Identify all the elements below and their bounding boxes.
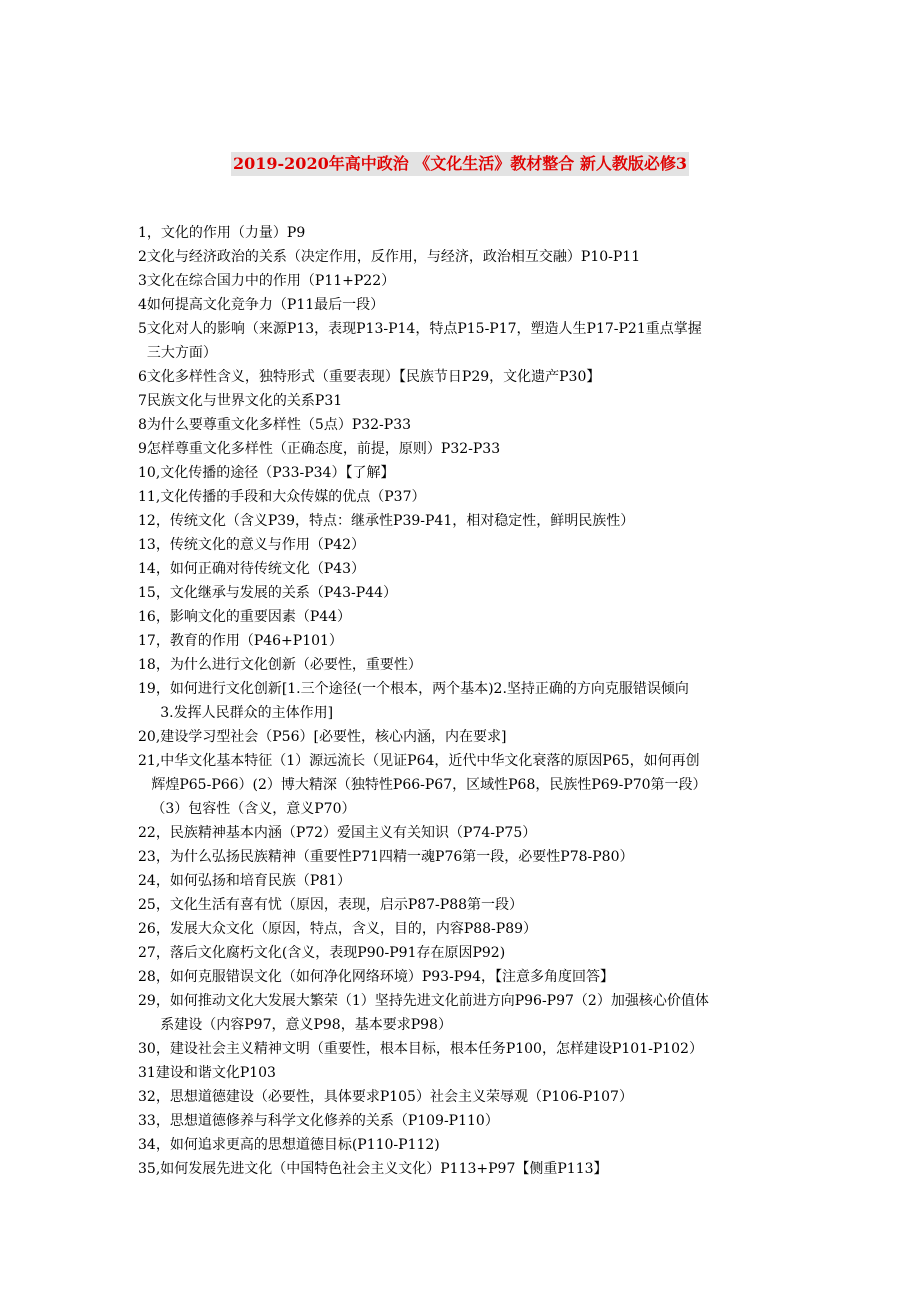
outline-item-text: 13，传统文化的意义与作用（P42） (138, 537, 366, 553)
outline-item (138, 677, 798, 725)
document-title: 2019-2020年高中政治 《文化生活》教材整合 新人教版必修3 (231, 152, 689, 176)
outline-item-text: 12，传统文化（含义P39，特点：继承性P39-P41，相对稳定性，鲜明民族性） (138, 513, 635, 529)
outline-item (138, 269, 798, 293)
outline-item (138, 629, 798, 653)
outline-item (138, 317, 798, 365)
title-row (0, 152, 920, 176)
outline-item (138, 221, 798, 245)
outline-item (138, 725, 798, 749)
outline-item (138, 557, 798, 581)
outline-item-text: 32，思想道德建设（必要性，具体要求P105）社会主义荣辱观（P106-P107） (138, 1089, 633, 1105)
outline-item (138, 869, 798, 893)
outline-item-text: 22，民族精神基本内涵（P72）爱国主义有关知识（P74-P75） (138, 825, 537, 841)
outline-item-text: 25，文化生活有喜有忧（原因，表现，启示P87-P88第一段） (138, 897, 524, 913)
outline-item (138, 461, 798, 485)
outline-item-text: 16，影响文化的重要因素（P44） (138, 609, 352, 625)
outline-item-continuation: 辉煌P65-P66）(2）博大精深（独特性P66-P67，区域性P68，民族性P69-P70第一段） (138, 777, 707, 793)
outline-item-text: 20,建设学习型社会（P56）[必要性，核心内涵，内在要求] (138, 729, 507, 745)
outline-item-text: 18，为什么进行文化创新（必要性，重要性） (138, 657, 422, 673)
outline-item-text: 33，思想道德修养与科学文化修养的关系（P109-P110） (138, 1113, 499, 1129)
outline-item-text: 8为什么要尊重文化多样性（5点）P32-P33 (138, 417, 412, 433)
outline-item (138, 917, 798, 941)
outline-item (138, 845, 798, 869)
outline-item (138, 1109, 798, 1133)
outline-item-text: 19，如何进行文化创新[1.三个途径(一个根本，两个基本)2.坚持正确的方向克服错误倾向 (138, 681, 689, 697)
outline-item (138, 293, 798, 317)
outline-item (138, 893, 798, 917)
outline-item-text: 26，发展大众文化（原因，特点，含义，目的，内容P88-P89） (138, 921, 538, 937)
outline-item (138, 941, 798, 965)
outline-item (138, 605, 798, 629)
outline-item-text: 27，落后文化腐朽文化(含义，表现P90-P91存在原因P92) (138, 945, 506, 961)
outline-item-continuation: （3）包容性（含义，意义P70） (138, 801, 356, 817)
outline-item (138, 1085, 798, 1109)
outline-item-text: 11,文化传播的手段和大众传媒的优点（P37） (138, 489, 426, 505)
outline-item-text: 3文化在综合国力中的作用（P11+P22） (138, 273, 396, 289)
outline-item-text: 10,文化传播的途径（P33-P34）【了解】 (138, 465, 395, 481)
outline-item-text: 24，如何弘扬和培育民族（P81） (138, 873, 352, 889)
outline-item (138, 989, 798, 1037)
outline-item (138, 413, 798, 437)
outline-item-text: 23，为什么弘扬民族精神（重要性P71四精一魂P76第一段，必要性P78-P80） (138, 849, 634, 865)
outline-item-text: 7民族文化与世界文化的关系P31 (138, 393, 343, 409)
outline-item-text: 6文化多样性含义，独特形式（重要表现）【民族节日P29，文化遗产P30】 (138, 369, 601, 385)
outline-item (138, 389, 798, 413)
outline-item (138, 245, 798, 269)
outline-item-text: 34，如何追求更高的思想道德目标(P110-P112) (138, 1137, 440, 1153)
outline-item (138, 965, 798, 989)
outline-item (138, 485, 798, 509)
outline-item (138, 1037, 798, 1061)
outline-item-text: 5文化对人的影响（来源P13，表现P13-P14，特点P15-P17，塑造人生P17-P21重点掌握 (138, 321, 702, 337)
outline-item (138, 437, 798, 461)
outline-item (138, 821, 798, 845)
outline-item (138, 509, 798, 533)
outline-item-text: 1，文化的作用（力量）P9 (138, 225, 306, 241)
outline-item-text: 29，如何推动文化大发展大繁荣（1）坚持先进文化前进方向P96-P97（2）加强核心价值体 (138, 993, 709, 1009)
outline-item (138, 581, 798, 605)
outline-item (138, 749, 798, 821)
outline-item-text: 2文化与经济政治的关系（决定作用，反作用，与经济，政治相互交融）P10-P11 (138, 249, 641, 265)
outline-item (138, 1133, 798, 1157)
outline-item-text: 4如何提高文化竞争力（P11最后一段） (138, 297, 385, 313)
outline-item-text: 21,中华文化基本特征（1）源远流长（见证P64，近代中华文化衰落的原因P65，如何再创 (138, 753, 700, 769)
outline-item-text: 9怎样尊重文化多样性（正确态度，前提，原则）P32-P33 (138, 441, 501, 457)
outline-item-text: 30，建设社会主义精神文明（重要性，根本目标，根本任务P100，怎样建设P101-P102） (138, 1041, 703, 1057)
outline-item-text: 17，教育的作用（P46+P101） (138, 633, 343, 649)
outline-item-text: 14，如何正确对待传统文化（P43） (138, 561, 366, 577)
outline-item-continuation: 三大方面） (138, 345, 217, 361)
outline-item (138, 653, 798, 677)
outline-item-text: 15，文化继承与发展的关系（P43-P44） (138, 585, 398, 601)
outline-item-continuation: 3.发挥人民群众的主体作用] (138, 705, 334, 721)
outline-item (138, 1157, 798, 1181)
outline-item (138, 365, 798, 389)
outline-item (138, 1061, 798, 1085)
outline-item (138, 533, 798, 557)
outline-item-text: 35,如何发展先进文化（中国特色社会主义文化）P113+P97【侧重P113】 (138, 1161, 608, 1177)
outline-list (138, 221, 798, 1181)
outline-item-continuation: 系建设（内容P97，意义P98，基本要求P98） (138, 1017, 452, 1033)
outline-item-text: 28，如何克服错误文化（如何净化网络环境）P93-P94，【注意多角度回答】 (138, 969, 615, 985)
outline-item-text: 31建设和谐文化P103 (138, 1065, 276, 1081)
